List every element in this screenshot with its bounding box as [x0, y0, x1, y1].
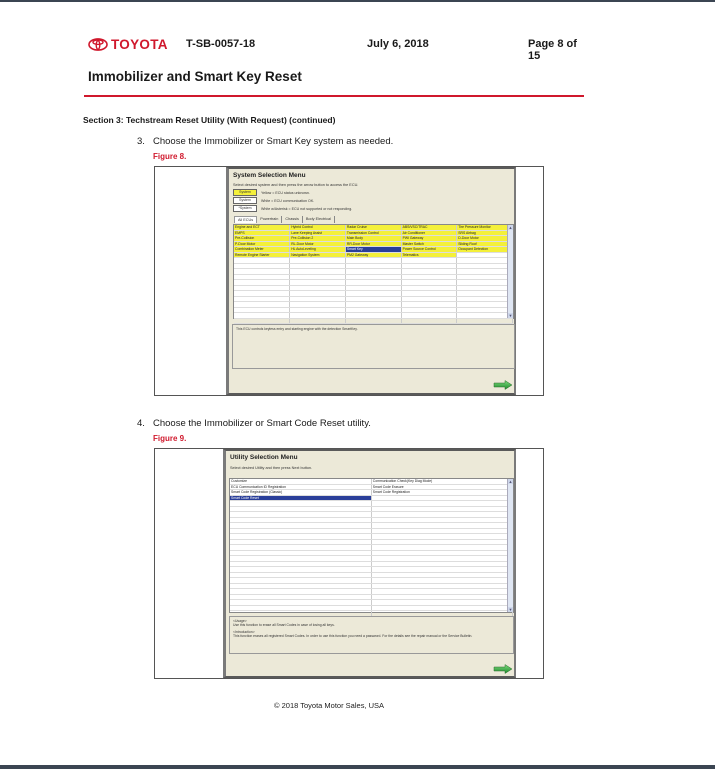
legend-chip: *System — [233, 205, 257, 212]
ecu-cell[interactable]: Radar Cruise — [345, 225, 401, 230]
utility-description — [229, 616, 514, 654]
legend-text: White w/Asterisk = ECU not supported or not responding. — [261, 206, 353, 211]
scroll-up-icon[interactable]: ▲ — [508, 225, 513, 230]
ecu-cell[interactable]: P-Door Motor — [234, 241, 290, 247]
ecu-description-text: This ECU controls keyless entry and starting engine with the detection SmartKey. — [236, 327, 358, 331]
intro-heading: <Introduction> — [233, 629, 255, 634]
next-arrow-icon[interactable] — [493, 380, 513, 390]
utility-cell[interactable]: Smart Code Registration — [371, 490, 512, 496]
step-4 — [137, 418, 371, 429]
window-bottom-border — [0, 765, 715, 769]
tab-body-electrical[interactable]: Body Electrical — [303, 216, 335, 223]
ecu-cell[interactable]: ABS/VSC/TRAC — [401, 225, 457, 230]
scroll-down-icon[interactable]: ▼ — [508, 313, 513, 318]
ecu-cell[interactable]: D-Door Motor — [457, 236, 513, 242]
step-number: 4. — [137, 418, 145, 429]
figure-8-label: Figure 8. — [153, 152, 187, 161]
utility-cell[interactable]: Smart Code Registration (Classic) — [230, 490, 371, 496]
legend-asterisk — [233, 205, 352, 212]
ecu-cell[interactable]: Pre-Collision 2 — [290, 236, 346, 242]
ecu-cell — [457, 318, 513, 324]
legend-yellow — [233, 189, 310, 196]
ecu-cell[interactable]: Engine and ECT — [234, 225, 290, 230]
ecu-cell[interactable]: Smart Key — [345, 247, 401, 253]
ecu-cell — [401, 318, 457, 324]
utility-cell[interactable]: Communication Check(Key Diag Mode) — [371, 479, 512, 484]
ecu-table — [234, 225, 513, 324]
figure-9-label: Figure 9. — [153, 434, 187, 443]
step-number: 3. — [137, 136, 145, 147]
ecu-cell[interactable]: Power Source Control — [401, 247, 457, 253]
ecu-cell[interactable]: EMPS — [234, 230, 290, 236]
intro-text: This function erases all registered Smart Codes. In order to use this function you need a password. For the details see the repair manual or the Service Bulletin. — [233, 633, 473, 638]
ecu-cell[interactable]: Tire Pressure Monitor — [457, 225, 513, 230]
copyright-footer: © 2018 Toyota Motor Sales, USA — [274, 701, 385, 710]
utility-grid — [229, 478, 514, 613]
title-divider — [84, 95, 584, 97]
ecu-cell — [290, 318, 346, 324]
tab-chassis[interactable]: Chassis — [282, 216, 303, 223]
ecu-cell[interactable]: Main Body — [345, 236, 401, 242]
utility-cell[interactable]: Customize — [230, 479, 371, 484]
utility-cell[interactable]: Smart Code Reset — [230, 495, 371, 501]
system-selection-screenshot — [226, 167, 516, 395]
ecu-cell[interactable]: Remote Engine Starter — [234, 252, 290, 258]
ecu-row — [234, 318, 513, 324]
figure-9-frame — [154, 448, 544, 679]
ecu-cell — [234, 318, 290, 324]
ecu-cell[interactable]: Lane Keeping Assist — [290, 230, 346, 236]
ecu-cell[interactable]: HL AutoLeveling — [290, 247, 346, 253]
utility-selection-instruction: Select desired Utility and then press Next button. — [230, 466, 313, 470]
page-number: Page 8 of 15 — [528, 38, 577, 62]
ecu-cell[interactable]: Transmission Control — [345, 230, 401, 236]
utility-table — [230, 479, 513, 628]
window-top-border — [0, 0, 715, 2]
ecu-cell[interactable]: Occupant Detection — [457, 247, 513, 253]
ecu-cell[interactable]: RR-Door Motor — [345, 241, 401, 247]
utility-selection-title: Utility Selection Menu — [230, 454, 298, 461]
utility-grid-scrollbar[interactable] — [507, 479, 513, 612]
step-text: Choose the Immobilizer or Smart Key system as needed. — [153, 136, 394, 147]
ecu-cell[interactable]: Air Conditioner — [401, 230, 457, 236]
ecu-cell[interactable]: Master Switch — [401, 241, 457, 247]
ecu-grid-scrollbar[interactable] — [507, 225, 513, 318]
ecu-cell[interactable]: PM2 Gateway — [345, 252, 401, 258]
document-date: July 6, 2018 — [367, 38, 429, 50]
ecu-cell — [345, 318, 401, 324]
page-title: Immobilizer and Smart Key Reset — [88, 69, 302, 84]
figure-8-frame — [154, 166, 544, 396]
utility-selection-screenshot — [223, 449, 516, 678]
tab-all-ecus[interactable]: All ECUs — [234, 216, 257, 223]
ecu-tabs — [234, 216, 335, 223]
legend-text: Yellow = ECU status unknown. — [261, 190, 310, 195]
ecu-description — [232, 324, 515, 369]
page-header — [88, 37, 588, 62]
document-number: T-SB-0057-18 — [186, 38, 256, 50]
legend-white — [233, 197, 314, 204]
ecu-cell[interactable]: Telematics — [401, 252, 457, 258]
toyota-emblem-icon — [88, 38, 108, 51]
usage-text: Use this function to erase all Smart Codes in case of losing all keys. — [233, 623, 335, 627]
ecu-cell[interactable]: SRS Airbag — [457, 230, 513, 236]
section-heading: Section 3: Techstream Reset Utility (With Request) (continued) — [83, 115, 336, 125]
utility-cell[interactable]: Smart Code Erasure — [371, 484, 512, 490]
next-arrow-icon[interactable] — [493, 664, 513, 674]
brand-name: TOYOTA — [111, 37, 168, 52]
legend-text: White = ECU communication OK. — [261, 198, 315, 203]
tab-powertrain[interactable]: Powertrain — [257, 216, 282, 223]
scroll-up-icon[interactable]: ▲ — [508, 479, 513, 484]
toyota-logo — [88, 37, 168, 52]
ecu-cell[interactable]: Pre-Collision — [234, 236, 290, 242]
ecu-cell[interactable]: Combination Meter — [234, 247, 290, 253]
utility-cell[interactable]: ECU Communication ID Registration — [230, 484, 371, 490]
scroll-down-icon[interactable]: ▼ — [508, 607, 513, 612]
ecu-cell[interactable]: PWI Gateway — [401, 236, 457, 242]
ecu-cell[interactable]: RL-Door Motor — [290, 241, 346, 247]
ecu-cell[interactable]: Sliding Roof — [457, 241, 513, 247]
usage-heading: <Usage> — [233, 619, 247, 623]
legend-chip: System — [233, 189, 257, 196]
ecu-grid — [233, 224, 514, 319]
step-3 — [137, 136, 393, 147]
step-text: Choose the Immobilizer or Smart Code Reset utility. — [153, 418, 371, 429]
legend-chip: System — [233, 197, 257, 204]
ecu-cell[interactable]: Navigation System — [290, 252, 346, 258]
system-selection-instruction: Select desired system and then press the arrow button to access the ECU. — [233, 183, 359, 187]
system-selection-title: System Selection Menu — [233, 172, 306, 179]
ecu-cell[interactable]: Hybrid Control — [290, 225, 346, 230]
